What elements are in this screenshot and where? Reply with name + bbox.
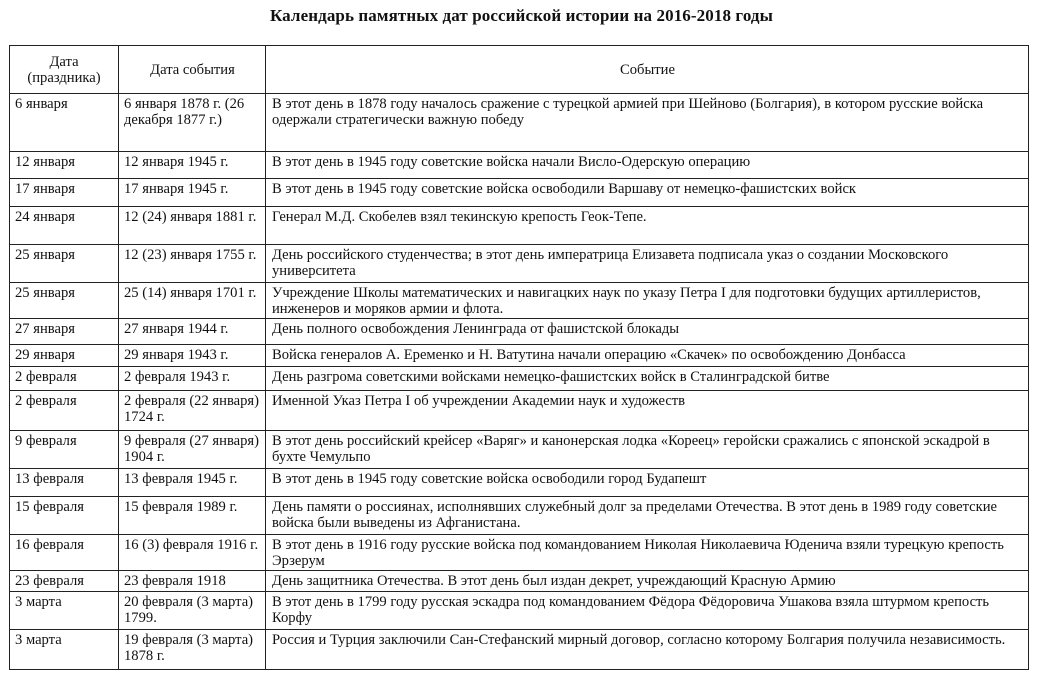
cell-date: 24 января [10, 207, 119, 245]
table-row [10, 245, 1029, 283]
cell-event: День памяти о россиянах, исполнявших служебный долг за пределами Отечества. В этот день в 1989 году советские войска были выведены из Афганистана. [266, 497, 1029, 535]
cell-event-date: 15 февраля 1989 г. [119, 497, 266, 535]
cell-date: 6 января [10, 94, 119, 152]
table-row [10, 283, 1029, 319]
cell-event-date: 19 февраля (3 марта) 1878 г. [119, 630, 266, 670]
cell-event-date: 12 (23) января 1755 г. [119, 245, 266, 283]
cell-date: 16 февраля [10, 535, 119, 571]
cell-date: 13 февраля [10, 469, 119, 497]
cell-event: Генерал М.Д. Скобелев взял текинскую крепость Геок-Тепе. [266, 207, 1029, 245]
cell-date: 25 января [10, 283, 119, 319]
table-row [10, 469, 1029, 497]
cell-date: 27 января [10, 319, 119, 345]
cell-date: 17 января [10, 179, 119, 207]
cell-event: Учреждение Школы математических и навигацких наук по указу Петра I для подготовки будущих артиллеристов, инженеров и моряков армии и флота. [266, 283, 1029, 319]
table-row [10, 592, 1029, 630]
table-row [10, 94, 1029, 152]
cell-date: 3 марта [10, 592, 119, 630]
cell-event: В этот день российский крейсер «Варяг» и канонерская лодка «Кореец» геройски сражались с японской эскадрой в бухте Чемульпо [266, 431, 1029, 469]
cell-date: 9 февраля [10, 431, 119, 469]
cell-event-date: 16 (3) февраля 1916 г. [119, 535, 266, 571]
cell-date: 29 января [10, 345, 119, 367]
table-row [10, 630, 1029, 670]
cell-event: В этот день в 1945 году советские войска начали Висло-Одерскую операцию [266, 152, 1029, 179]
cell-date: 3 марта [10, 630, 119, 670]
table-row [10, 571, 1029, 592]
cell-event: В этот день в 1916 году русские войска под командованием Николая Николаевича Юденича взяли турецкую крепость Эрзерум [266, 535, 1029, 571]
cell-event: День разгрома советскими войсками немецко-фашистских войск в Сталинградской битве [266, 367, 1029, 391]
cell-date: 2 февраля [10, 391, 119, 431]
header-event: Событие [266, 46, 1029, 94]
cell-date: 15 февраля [10, 497, 119, 535]
table-header-row [10, 46, 1029, 94]
cell-event: Именной Указ Петра I об учреждении Академии наук и художеств [266, 391, 1029, 431]
dates-table [9, 45, 1029, 670]
cell-event-date: 13 февраля 1945 г. [119, 469, 266, 497]
table-row [10, 497, 1029, 535]
cell-event-date: 17 января 1945 г. [119, 179, 266, 207]
cell-event-date: 12 (24) января 1881 г. [119, 207, 266, 245]
table-row [10, 431, 1029, 469]
cell-date: 25 января [10, 245, 119, 283]
cell-date: 2 февраля [10, 367, 119, 391]
cell-event-date: 2 февраля (22 января) 1724 г. [119, 391, 266, 431]
table-row [10, 179, 1029, 207]
cell-event: Войска генералов А. Еременко и Н. Ватутина начали операцию «Скачек» по освобождению Донбасса [266, 345, 1029, 367]
table-row [10, 345, 1029, 367]
cell-event: День защитника Отечества. В этот день был издан декрет, учреждающий Красную Армию [266, 571, 1029, 592]
cell-event-date: 9 февраля (27 января) 1904 г. [119, 431, 266, 469]
cell-date: 12 января [10, 152, 119, 179]
cell-event: В этот день в 1878 году началось сражение с турецкой армией при Шейново (Болгария), в котором русские войска одержали стратегически важную победу [266, 94, 1029, 152]
cell-event-date: 27 января 1944 г. [119, 319, 266, 345]
cell-event: День полного освобождения Ленинграда от фашистской блокады [266, 319, 1029, 345]
table-row [10, 152, 1029, 179]
cell-event-date: 12 января 1945 г. [119, 152, 266, 179]
cell-event: В этот день в 1799 году русская эскадра под командованием Фёдора Фёдоровича Ушакова взяла штурмом крепость Корфу [266, 592, 1029, 630]
cell-event-date: 20 февраля (3 марта) 1799. [119, 592, 266, 630]
cell-event: Россия и Турция заключили Сан-Стефанский мирный договор, согласно которому Болгария получила независимость. [266, 630, 1029, 670]
cell-event-date: 23 февраля 1918 [119, 571, 266, 592]
header-date-holiday: Дата (праздника) [10, 46, 119, 94]
cell-event-date: 2 февраля 1943 г. [119, 367, 266, 391]
table-row [10, 319, 1029, 345]
cell-event: День российского студенчества; в этот день императрица Елизавета подписала указ о создании Московского университета [266, 245, 1029, 283]
cell-event-date: 29 января 1943 г. [119, 345, 266, 367]
page-title: Календарь памятных дат российской истории на 2016-2018 годы [269, 6, 774, 25]
table-row [10, 207, 1029, 245]
cell-date: 23 февраля [10, 571, 119, 592]
cell-event-date: 25 (14) января 1701 г. [119, 283, 266, 319]
header-date-event: Дата события [119, 46, 266, 94]
table-row [10, 391, 1029, 431]
cell-event-date: 6 января 1878 г. (26 декабря 1877 г.) [119, 94, 266, 152]
table-row [10, 367, 1029, 391]
table-row [10, 535, 1029, 571]
cell-event: В этот день в 1945 году советские войска освободили Варшаву от немецко-фашистских войск [266, 179, 1029, 207]
cell-event: В этот день в 1945 году советские войска освободили город Будапешт [266, 469, 1029, 497]
